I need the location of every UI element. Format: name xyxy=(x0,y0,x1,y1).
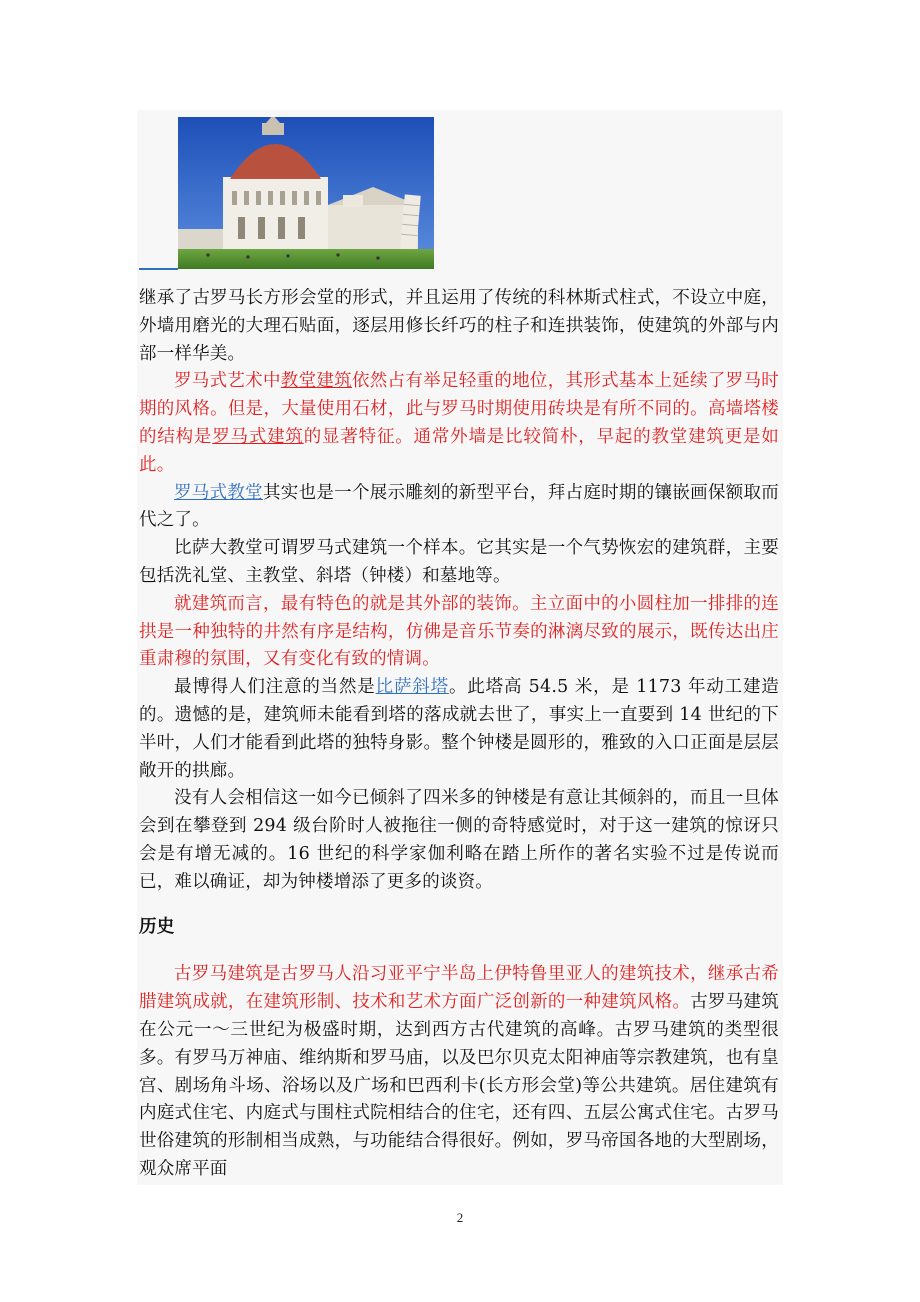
article-body xyxy=(139,285,779,1184)
paragraph-8 xyxy=(139,961,779,1183)
paragraph-4: 比萨大教堂可谓罗马式建筑一个样本。它其实是一个气势恢宏的建筑群，主要包括洗礼堂、主教堂、斜塔（钟楼）和墓地等。 xyxy=(139,538,779,586)
paragraph-8-black: 古罗马建筑在公元一～三世纪为极盛时期，达到西方古代建筑的高峰。古罗马建筑的类型很多。有罗马万神庙、维纳斯和罗马庙，以及巴尔贝克太阳神庙等宗教建筑，也有皇宫、剧场角斗场、浴场以及广场和巴西利卡(长方形会堂)等公共建筑。居住建筑有内庭式住宅、内庭式与围柱式院相结合的住宅，还有四、五层公寓式住宅。古罗马世俗建筑的形制相当成熟，与功能结合得很好。例如，罗马帝国各地的大型剧场，观众席平面 xyxy=(139,992,780,1179)
paragraph-3 xyxy=(139,480,779,536)
page-number: 2 xyxy=(456,1210,464,1225)
section-heading-history: 历史 xyxy=(139,916,175,937)
paragraph-2 xyxy=(139,368,779,479)
paragraph-2-c: 的显著特征。通常外墙是比较简朴，早起的教堂建筑更是如此。 xyxy=(139,426,779,475)
paragraph-8-red: 古罗马建筑是古罗马人沿习亚平宁半岛上伊特鲁里亚人的建筑技术，继承古希腊建筑成就，在建筑形制、技术和艺术方面广泛创新的一种建筑风格。 xyxy=(139,964,779,1013)
church-architecture-link[interactable]: 教堂建筑 xyxy=(280,371,352,392)
romanesque-architecture-link[interactable]: 罗马式建筑 xyxy=(212,426,304,447)
paragraph-2-b: 依然占有举足轻重的地位，其形式基本上延续了罗马时期的风格。但是，大量使用石材，此与罗马时期使用砖块是有所不同的。高墙塔楼的结构是 xyxy=(139,371,779,447)
paragraph-6-b: 。此塔高 54.5 米，是 1173 年动工建造的。遗憾的是，建筑师未能看到塔的落成就去世了，事实上一直要到 14 世纪的下半叶，人们才能看到此塔的独特身影。整个钟楼是圆形的，雅致的入口正面是层层敞开的拱廊。 xyxy=(139,677,779,781)
image-link-underline[interactable] xyxy=(139,268,178,270)
paragraph-3-text: 其实也是一个展示雕刻的新型平台，拜占庭时期的镶嵌画保额取而代之了。 xyxy=(139,482,779,531)
paragraph-2-a: 罗马式艺术中 xyxy=(174,371,281,392)
pisa-baptistery-photo xyxy=(178,117,434,269)
paragraph-1: 继承了古罗马长方形会堂的形式，并且运用了传统的科林斯式柱式，不设立中庭，外墙用磨光的大理石贴面，逐层用修长纤巧的柱子和连拱装饰，使建筑的外部与内部一样华美。 xyxy=(139,288,779,364)
romanesque-church-link[interactable]: 罗马式教堂 xyxy=(174,482,263,503)
paragraph-6-a: 最博得人们注意的当然是 xyxy=(174,677,376,698)
leaning-tower-link[interactable]: 比萨斜塔 xyxy=(375,677,449,698)
paragraph-6 xyxy=(139,674,779,785)
paragraph-7: 没有人会相信这一如今已倾斜了四米多的钟楼是有意让其倾斜的，而且一旦体会到在攀登到 294 级台阶时人被拖往一侧的奇特感觉时，对于这一建筑的惊讶只会是有增无减的。16 世纪的科学家伽利略在踏上所作的著名实验不过是传说而已，难以确证，却为钟楼增添了更多的谈资。 xyxy=(139,788,779,892)
paragraph-5: 就建筑而言，最有特色的就是其外部的装饰。主立面中的小圆柱加一排排的连拱是一种独特的井然有序是结构，仿佛是音乐节奏的淋漓尽致的展示，既传达出庄重肃穆的氛围，又有变化有致的情调。 xyxy=(139,593,779,670)
